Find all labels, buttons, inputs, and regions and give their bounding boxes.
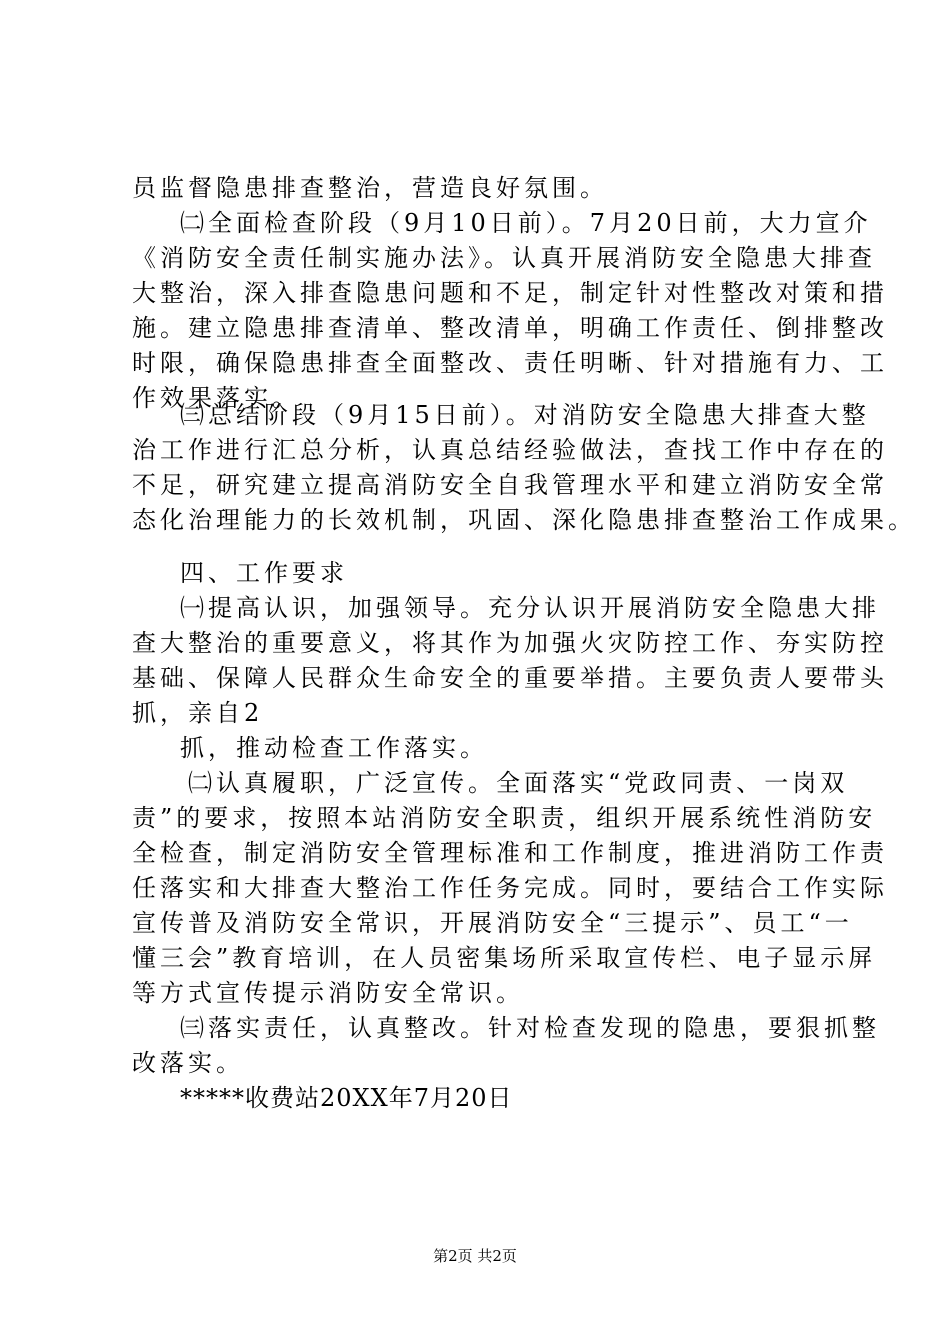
signature-date-line: *****收费站20XX年7月20日: [180, 1084, 513, 1112]
text-line: 施。建立隐患排查清单、整改清单，明确工作责任、倒排整改: [132, 314, 888, 342]
text-line: 查大整治的重要意义，将其作为加强火灾防控工作、夯实防控: [132, 629, 888, 657]
text-line: 抓，亲自2: [132, 699, 264, 727]
text-line: 治工作进行汇总分析，认真总结经验做法，查找工作中存在的: [132, 436, 888, 464]
text-line: 态化治理能力的长效机制，巩固、深化隐患排查整治工作成果。: [132, 506, 916, 534]
text-line: 员监督隐患排查整治，营造良好氛围。: [132, 174, 608, 202]
text-line: 大整治，深入排查隐患问题和不足，制定针对性整改对策和措: [132, 279, 888, 307]
page-footer: 第2页 共2页: [433, 1247, 517, 1265]
text-line: ㈠提高认识，加强领导。充分认识开展消防安全隐患大排: [180, 594, 880, 622]
text-line: 时限，确保隐患排查全面整改、责任明晰、针对措施有力、工: [132, 349, 888, 377]
text-line: 责”的要求，按照本站消防安全职责，组织开展系统性消防安: [132, 804, 877, 832]
text-line: 基础、保障人民群众生命安全的重要举措。主要负责人要带头: [132, 664, 888, 692]
text-line: 不足，研究建立提高消防安全自我管理水平和建立消防安全常: [132, 471, 888, 499]
text-line: 抓，推动检查工作落实。: [180, 734, 488, 762]
text-line: ㈡认真履职，广泛宣传。全面落实“党政同责、一岗双: [188, 769, 849, 797]
text-line: ㈢总结阶段（9月15日前）。对消防安全隐患大排查大整: [180, 401, 870, 429]
section-heading: 四、工作要求: [180, 559, 348, 587]
text-line: 懂三会”教育培训，在人员密集场所采取宣传栏、电子显示屏: [132, 944, 877, 972]
text-line: 《消防安全责任制实施办法》。认真开展消防安全隐患大排查: [132, 244, 876, 272]
text-line: 作效果落实。: [132, 384, 300, 412]
text-line: 宣传普及消防安全常识，开展消防安全“三提示”、员工“一: [132, 909, 853, 937]
text-line: 改落实。: [132, 1049, 244, 1077]
text-line: 任落实和大排查大整治工作任务完成。同时，要结合工作实际: [132, 874, 888, 902]
text-line: ㈡全面检查阶段（9月10日前）。7月20日前，大力宣介: [180, 209, 872, 237]
text-line: 全检查，制定消防安全管理标准和工作制度，推进消防工作责: [132, 839, 888, 867]
text-line: ㈢落实责任，认真整改。针对检查发现的隐患，要狠抓整: [180, 1014, 880, 1042]
text-line: 等方式宣传提示消防安全常识。: [132, 979, 524, 1007]
